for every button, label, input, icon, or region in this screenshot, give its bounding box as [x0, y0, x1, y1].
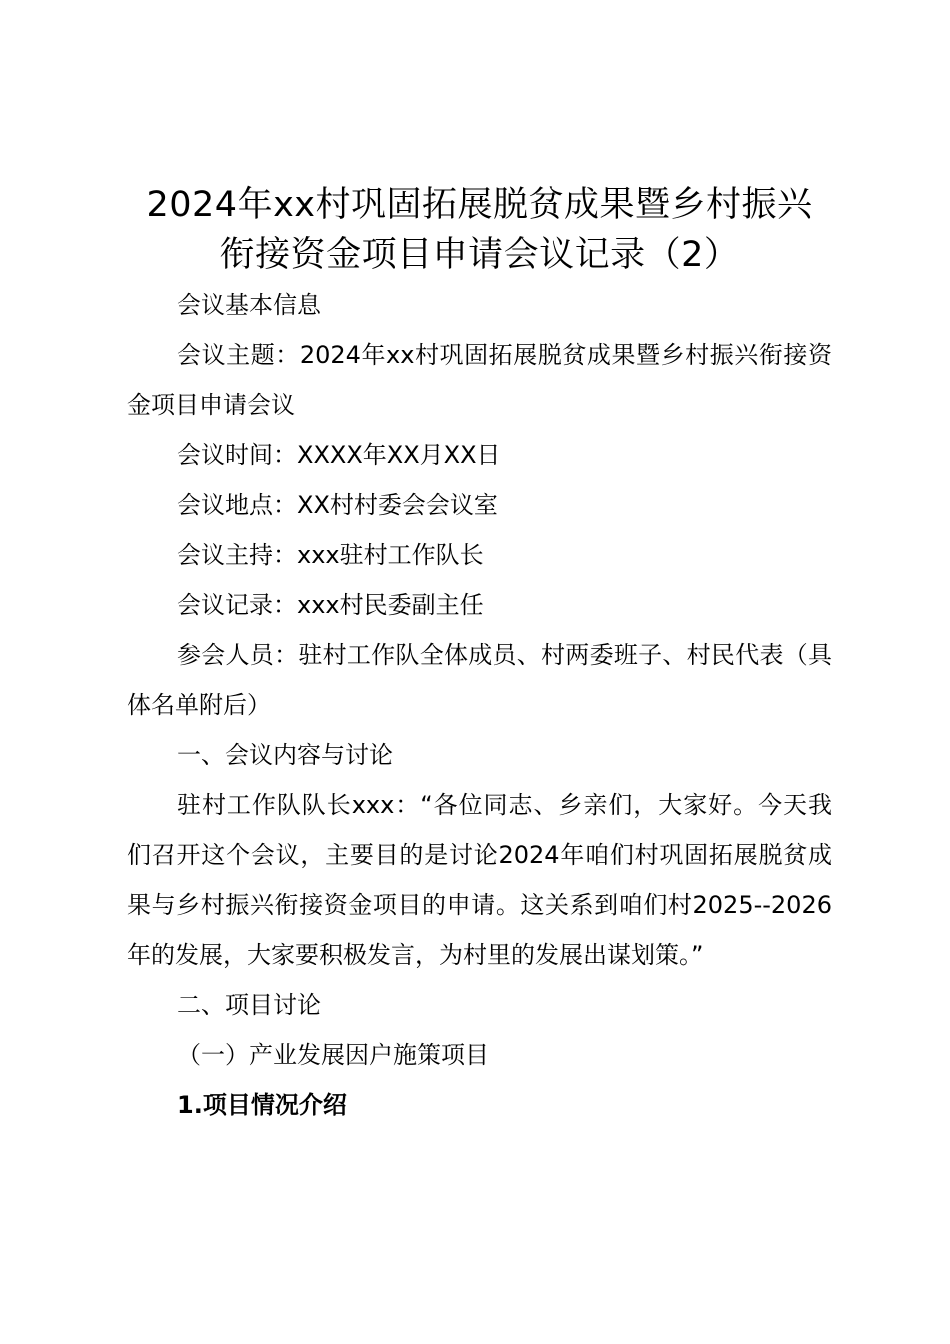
item-one-heading: 1.项目情况介绍: [177, 1091, 347, 1119]
section-basic-info-heading: 会议基本信息: [177, 291, 321, 319]
team-leader-speech: 驻村工作队队长xxx：“各位同志、乡亲们，大家好。今天我们召开这个会议，主要目的是讨论2024年咱们村巩固拓展脱贫成果与乡村振兴衔接资金项目的申请。这关系到咱们村2025--2026年的发展，大家要积极发言，为村里的发展出谋划策。”: [127, 791, 832, 969]
subsection-one-heading: （一）产业发展因户施策项目: [177, 1041, 489, 1069]
meeting-topic: 会议主题：2024年xx村巩固拓展脱贫成果暨乡村振兴衔接资金项目申请会议: [127, 341, 832, 419]
section-two-heading: 二、项目讨论: [177, 991, 321, 1019]
section-one-heading: 一、会议内容与讨论: [177, 741, 393, 769]
meeting-recorder: 会议记录：xxx村民委副主任: [177, 591, 484, 619]
meeting-host: 会议主持：xxx驻村工作队长: [177, 541, 484, 569]
title-line-2: 衔接资金项目申请会议记录（2）: [219, 235, 740, 275]
document-body: [127, 180, 832, 1130]
meeting-location: 会议地点：XX村村委会会议室: [177, 491, 498, 519]
document-title: [127, 180, 832, 280]
title-line-1: 2024年xx村巩固拓展脱贫成果暨乡村振兴: [146, 185, 813, 225]
meeting-time: 会议时间：XXXX年XX月XX日: [177, 441, 501, 469]
meeting-attendees: 参会人员：驻村工作队全体成员、村两委班子、村民代表（具体名单附后）: [127, 641, 832, 719]
